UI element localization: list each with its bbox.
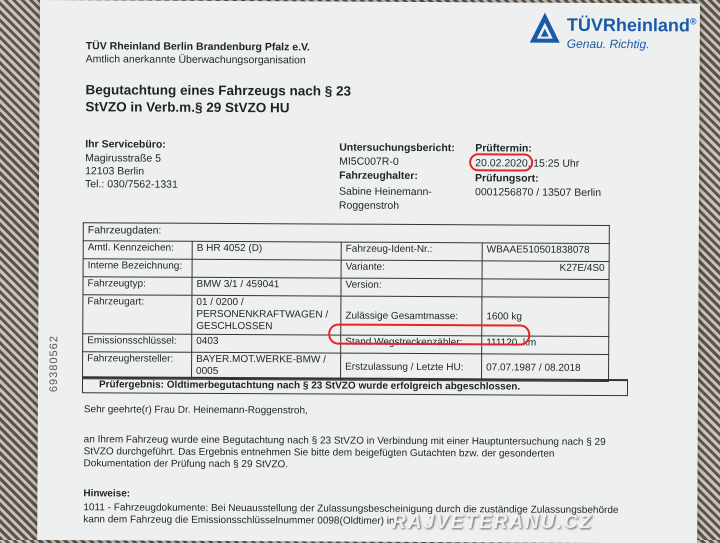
service-street: Magirusstraße 5 <box>85 152 162 165</box>
cell-label: Version: <box>341 278 482 297</box>
hint-line-2: kann dem Fahrzeug die Emissionsschlüsselnummer 0098(Oldtimer) in <box>83 514 395 527</box>
letter-line-1: an Ihrem Fahrzeug wurde eine Begutachtung nach § 23 StVZO in Verbindung mit einer Hauptuntersuchung nach § 29 <box>83 434 606 448</box>
cell-value: 07.07.1987 / 08.2018 <box>482 354 609 382</box>
document-page <box>37 0 700 543</box>
cell-value: K27E/4S0 <box>482 261 609 280</box>
logo-tagline: Genau. Richtig. <box>566 36 650 52</box>
cell-value: BMW 3/1 / 459041 <box>192 277 341 296</box>
owner-label: Fahrzeughalter: <box>339 169 418 182</box>
exam-place-label: Prüfungsort: <box>475 172 539 185</box>
odometer-highlight <box>328 324 530 346</box>
exam-date: 20.02.2020, <box>475 157 531 170</box>
cell-value: 1600 kg <box>482 297 609 337</box>
cell-label: Zulässige Gesamtmasse: <box>341 296 482 336</box>
org-subtitle: Amtlich anerkannte Überwachungsorganisation <box>85 53 306 67</box>
cell-label: Variante: <box>341 260 482 279</box>
cell-label: Fahrzeugtyp: <box>83 277 192 296</box>
hints-label: Hinweise: <box>83 488 131 500</box>
side-number: 69380562 <box>47 335 61 393</box>
report-number: MI5C007R-0 <box>339 155 399 168</box>
cell-value: BAYER.MOT.WERKE-BMW / 0005 <box>192 352 341 380</box>
tuv-logo <box>528 11 562 45</box>
tuv-triangle-icon <box>528 11 562 45</box>
hint-line-1: 1011 - Fahrzeugdokumente: Bei Neuausstellung der Zulassungsbescheinigung durch die zuständige Zulassungsbehörde <box>83 502 619 517</box>
cell-value: 01 / 0200 / PERSONENKRAFTWAGEN / GESCHLOSSEN <box>192 295 341 335</box>
report-label: Untersuchungsbericht: <box>339 141 455 155</box>
service-city: 12103 Berlin <box>85 165 145 178</box>
exam-place: 0001256870 / 13507 Berlin <box>474 186 602 199</box>
cell-value <box>192 259 341 278</box>
cell-label: Stand Wegstreckenzähler: <box>341 335 482 354</box>
cell-value: 0403 <box>192 334 341 353</box>
org-name: TÜV Rheinland Berlin Brandenburg Pfalz e.V. <box>85 40 311 54</box>
table-header: Fahrzeugdaten: <box>83 223 609 244</box>
logo-brand: TÜVRheinland® <box>566 14 697 36</box>
exam-date-label: Prüftermin: <box>475 142 532 155</box>
owner-name-2: Roggenstroh <box>338 199 400 212</box>
letter-line-2: StVZO durchgeführt. Das Ergebnis entnehmen Sie bitte dem beigefügten Gutachten bzw. der gesonderten <box>83 446 555 460</box>
doc-title-line1: Begutachtung eines Fahrzeugs nach § 23 <box>85 82 352 99</box>
cell-label: Interne Bezeichnung: <box>83 259 192 278</box>
cell-label: Amtl. Kennzeichen: <box>83 241 192 260</box>
cell-value: B HR 4052 (D) <box>192 241 341 260</box>
salutation: Sehr geehrte(r) Frau Dr. Heinemann-Roggenstroh, <box>83 404 308 417</box>
watermark: RAJVETERANU.CZ <box>392 512 594 533</box>
cell-label: Fahrzeugart: <box>83 295 192 335</box>
owner-name-1: Sabine Heinemann- <box>338 185 432 199</box>
cell-label: Fahrzeughersteller: <box>83 352 192 380</box>
date-highlight <box>469 153 533 171</box>
cell-value <box>482 279 609 298</box>
doc-title-line2: StVZO in Verb.m.§ 29 StVZO HU <box>85 99 290 116</box>
cell-label: Erstzulassung / Letzte HU: <box>341 353 482 381</box>
cell-value: WBAAE510501838078 <box>482 243 609 262</box>
cell-label: Emissionsschlüssel: <box>83 334 192 353</box>
cell-label: Fahrzeug-Ident-Nr.: <box>341 242 482 261</box>
letter-line-3: Dokumentation der Prüfung nach § 29 StVZO. <box>83 458 289 471</box>
cell-value: 111120 km <box>482 336 609 355</box>
service-phone: Tel.: 030/7562-1331 <box>85 178 178 191</box>
vehicle-data-table <box>82 222 610 382</box>
exam-time: 15:25 Uhr <box>533 157 580 170</box>
service-label: Ihr Servicebüro: <box>85 138 166 151</box>
result-box: Prüfergebnis: Oldtimerbegutachtung nach § 23 StVZO wurde erfolgreich abgeschlossen. <box>82 376 628 396</box>
